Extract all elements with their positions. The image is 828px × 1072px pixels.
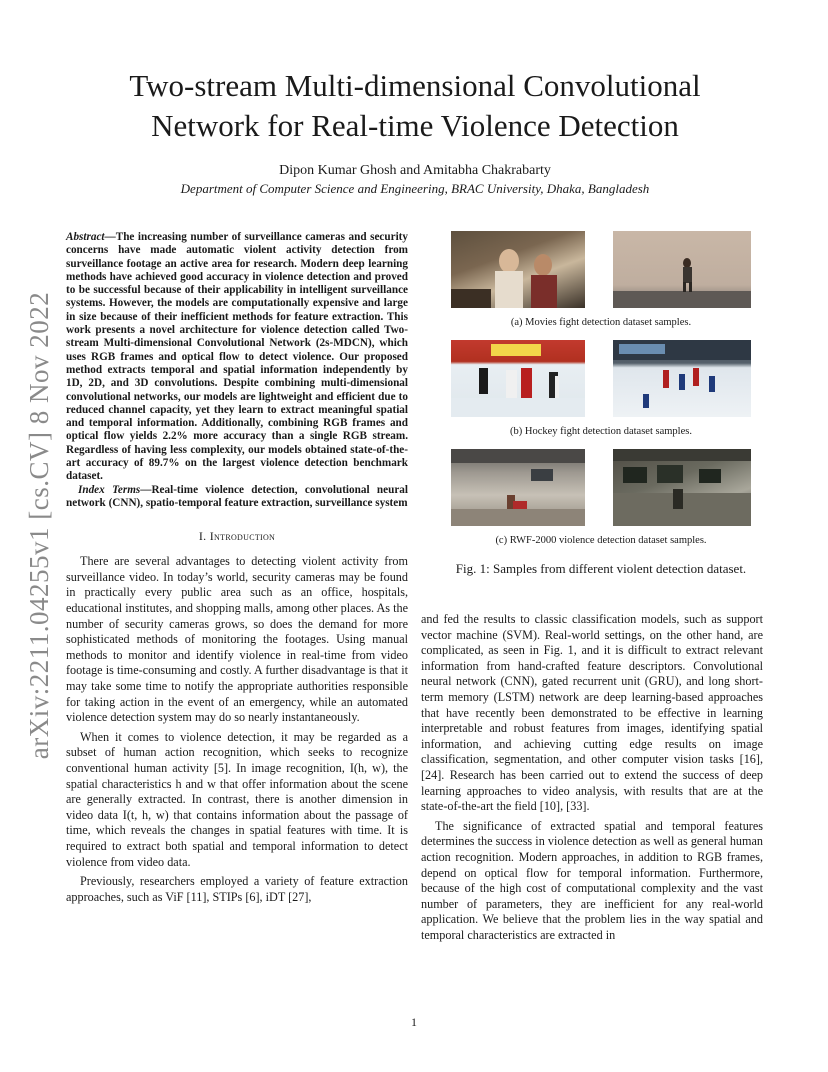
movies-scene-2: [613, 231, 751, 308]
introduction-left: [66, 554, 408, 905]
paper-title: [70, 66, 760, 146]
hockey-scene-1: [451, 340, 585, 417]
introduction-right: [421, 612, 763, 943]
abstract-label: Abstract: [66, 231, 105, 243]
rwf-sample-image-2: [613, 449, 751, 526]
title-line-1: Two-stream Multi-dimensional Convolutional: [129, 68, 701, 103]
photo-row-hockey: [451, 340, 751, 417]
intro-paragraph-3: Previously, researchers employed a variety of feature extraction approaches, such as ViF [11], STIPs [6], iDT [27],: [66, 874, 408, 904]
arxiv-id: arXiv:2211.04255v1 [cs.CV] 8 Nov 2022: [24, 291, 55, 759]
authors: Dipon Kumar Ghosh and Amitabha Chakrabarty: [279, 163, 551, 178]
intro-paragraph-4: and fed the results to classic classification models, such as support vector machine (SVM). Real-world settings, on the other hand, are complicated, as seen in Fig. 1, and it is difficult to extract relevant information from hand-crafted feature descriptors. Convolutional neural network (CNN), gated recurrent unit (GRU), and long short-term memory (LSTM) network are deep learning-based approaches that have recently been demonstrated to be effective in learning interpretable and robust features from images, identifying spatial information, and achieving cutting edge results on image classification, segmentation, and other computer vision tasks [16], [24]. Research has been carried out to extend the success of deep learning approaches to video analysis, with results that are at the state-of-the-art the field [10], [33].: [421, 612, 763, 814]
page-number: 1: [411, 1015, 417, 1029]
hockey-sample-image-1: [451, 340, 585, 417]
abstract-text: —The increasing number of surveillance cameras and security concerns have made automatic violent activity detection from surveillance footage an active area for research. Modern deep learning methods have achieved good accuracy in violence detection and proved to be successful because of their applicability in intelligent surveillance systems. However, the models are computationally expensive and large in size because of their inefficient methods for feature extraction. This work presents a novel architecture for violence detection called Two-stream Multi-dimensional Convolutional Network (2s-MDCN), which uses RGB frames and optical flow to detect violence. Our proposed method extracts temporal and spatial information independently by 1D, 2D, and 3D convolutions. Despite combining multi-dimensional convolutional networks, our models are lightweight and efficient due to reduced channel capacity, yet they learn to extract meaningful spatial and temporal information. Additionally, combining RGB frames and optical flow yields 2.2% more accuracy than a single RGB stream. Regardless of having less complexity, our models obtained state-of-the-art accuracy of 89.7% on the largest violence detection benchmark dataset.: [66, 231, 408, 483]
affiliation: Department of Computer Science and Engineering, BRAC University, Dhaka, Bangladesh: [180, 181, 650, 196]
title-line-2: Network for Real-time Violence Detection: [151, 108, 679, 143]
photo-row-movies: [451, 231, 751, 308]
intro-paragraph-2: When it comes to violence detection, it may be regarded as a subset of human action recognition, which seeks to recognize conventional human activity [5]. In image recognition, I(h, w), the spatial characteristics h and w that offer information about the scene are generally extracted. In contrast, there is another dimension in video data I(t, h, w) that contains information about the passage of time, which reveals the changes in spatial features with time. It is required to extract both spatial and temporal information to detect violence from video data.: [66, 729, 408, 869]
index-terms-text: —Real-time violence detection, convolutional neural network (CNN), spatio-temporal feature extraction, surveillance system: [66, 483, 408, 509]
movies-sample-image-2: [613, 231, 751, 308]
subcaption-c: (c) RWF-2000 violence detection dataset samples.: [495, 535, 707, 546]
hockey-scene-2: [613, 340, 751, 417]
intro-paragraph-5: The significance of extracted spatial and temporal features determines the success in violence detection as well as general human action recognition. Modern approaches, in addition to RGB frames, depend on optical flow for temporal information. Furthermore, because of the high cost of computational complexity and the vast number of parameters, they are inefficient for any real-world application. We believe that the problem lies in the way spatial and temporal characteristics are extracted in: [421, 818, 763, 942]
left-column: [66, 231, 408, 905]
index-terms-label: Index Terms: [78, 483, 141, 496]
rwf-scene-1: [451, 449, 585, 526]
rwf-sample-image-1: [451, 449, 585, 526]
arxiv-stamp: [20, 290, 60, 760]
movies-scene-1: [451, 231, 585, 308]
intro-paragraph-1: There are several advantages to detecting violent activity from surveillance video. In today’s world, security cameras may be found in practically every public area such as an office, hospitals, educational institutes, and shopping malls, among other places. As the number of security cameras grows, so does the demand for more sophisticated methods of monitoring the footages. Using manual methods to monitor and identify violence in real-time from video footage is time-consuming and costly. A further disadvantage is that it may take some time to notify the appropriate authorities responsible for taking action in the event of an emergency, while an automated violence detection system may do so nearly instantaneously.: [66, 554, 408, 725]
subcaption-b: (b) Hockey fight detection dataset samples.: [510, 426, 692, 437]
subcaption-a: (a) Movies fight detection dataset samples.: [510, 317, 692, 328]
section-heading-introduction: I. Introduction: [198, 529, 276, 544]
figure-1: [436, 231, 766, 577]
hockey-sample-image-2: [613, 340, 751, 417]
abstract: [66, 231, 408, 510]
photo-row-rwf: [451, 449, 751, 526]
figure-caption: Fig. 1: Samples from different violent detection dataset.: [455, 561, 747, 576]
movies-sample-image-1: [451, 231, 585, 308]
rwf-scene-2: [613, 449, 751, 526]
